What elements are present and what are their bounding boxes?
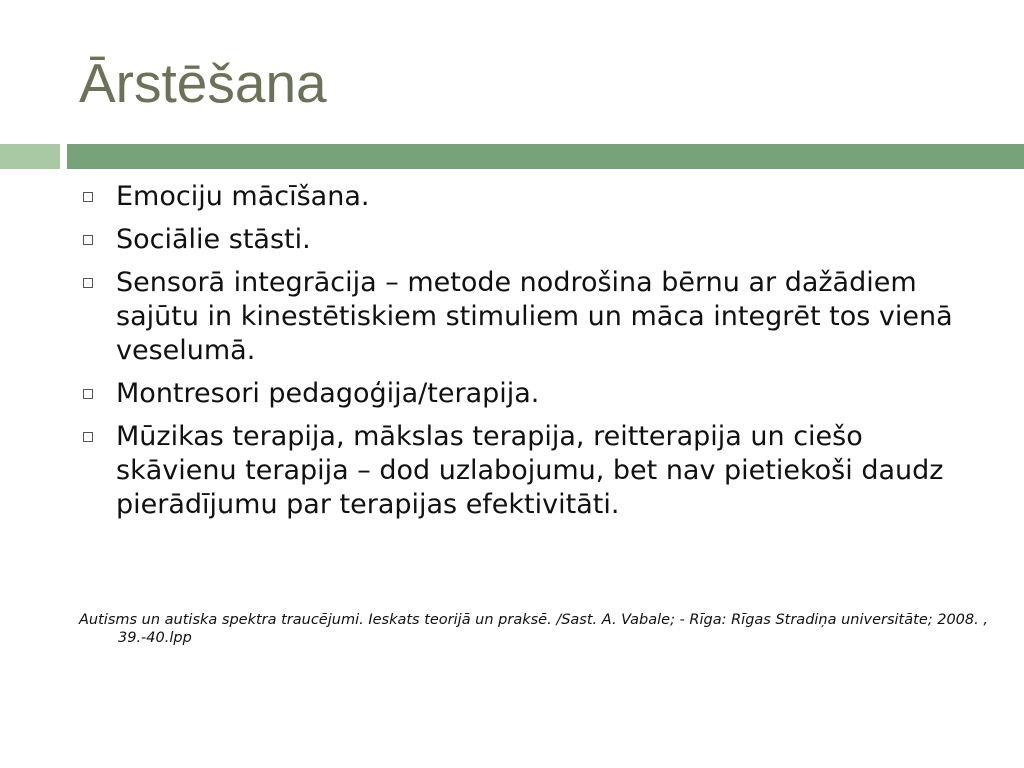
square-bullet-icon [83, 235, 93, 245]
square-bullet-icon [83, 278, 93, 288]
bullet-item [82, 420, 982, 522]
accent-bar [67, 144, 1024, 169]
bullet-text: Montresori pedagoģija/terapija. [116, 378, 540, 409]
slide-title: Ārstēšana [79, 52, 327, 114]
bullet-text: Sensorā integrācija – metode nodrošina bērnu ar dažādiem sajūtu in kinestētiskiem stimuliem un māca integrēt tos vienā veselumā. [116, 267, 953, 366]
bullet-item [82, 377, 982, 411]
bullet-item [82, 266, 982, 368]
bullet-item [82, 180, 982, 214]
bullet-item [82, 223, 982, 257]
square-bullet-icon [83, 432, 93, 442]
citation: Autisms un autiska spektra traucējumi. Ieskats teorijā un praksē. /Sast. A. Vabale; - Rīga: Rīgas Stradiņa universitāte; 2008. , 39.-40.lpp [79, 612, 988, 646]
bullet-text: Sociālie stāsti. [116, 224, 311, 255]
bullet-list [82, 180, 982, 531]
bullet-text: Emociju mācīšana. [116, 181, 370, 212]
bullet-text: Mūzikas terapija, mākslas terapija, reitterapija un ciešo skāvienu terapija – dod uzlabojumu, bet nav pietiekoši daudz pierādījumu par terapijas efektivitāti. [116, 421, 944, 520]
accent-bar-left [0, 144, 60, 169]
square-bullet-icon [83, 192, 93, 202]
square-bullet-icon [83, 389, 93, 399]
